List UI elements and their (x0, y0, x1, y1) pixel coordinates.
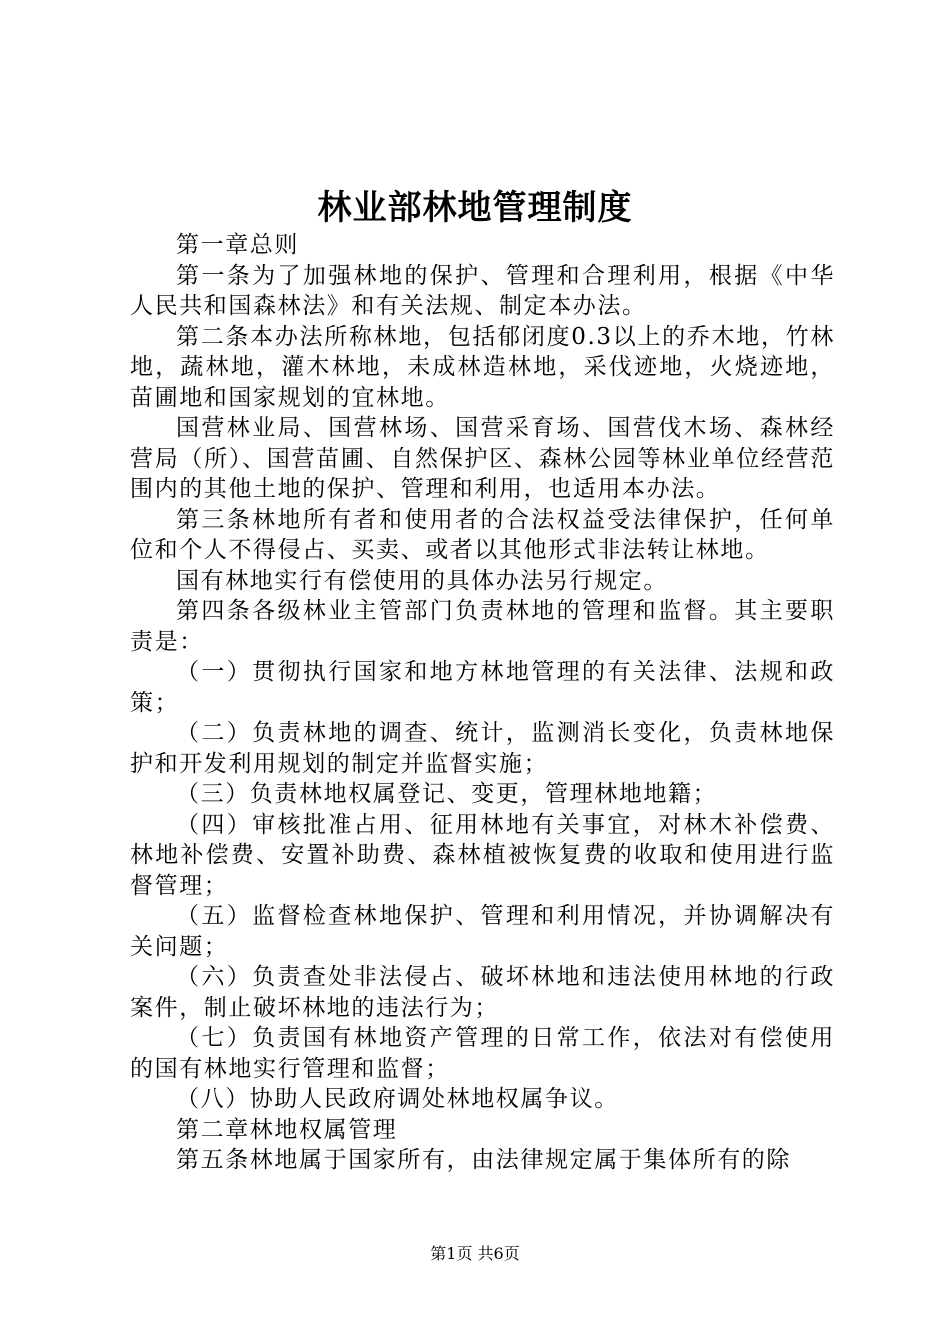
paragraph: 第三条林地所有者和使用者的合法权益受法律保护，任何单位和个人不得侵占、买卖、或者以其他形式非法转让林地。 (130, 506, 835, 563)
page-footer: 第1页 共6页 (430, 1244, 520, 1263)
document-body (130, 230, 835, 1176)
paragraph: 国有林地实行有偿使用的具体办法另行规定。 (176, 567, 668, 594)
chapter-heading: 第二章林地权属管理 (176, 1116, 398, 1143)
paragraph: 国营林业局、国营林场、国营采育场、国营伐木场、森林经营局（所）、国营苗圃、自然保护区、森林公园等林业单位经营范围内的其他土地的保护、管理和利用，也适用本办法。 (130, 415, 835, 502)
list-item: （七）负责国有林地资产管理的日常工作，依法对有偿使用的国有林地实行管理和监督； (130, 1025, 835, 1082)
document-title: 林业部林地管理制度 (317, 188, 633, 228)
list-item: （六）负责查处非法侵占、破坏林地和违法使用林地的行政案件，制止破坏林地的违法行为； (130, 964, 835, 1021)
list-item: （八）协助人民政府调处林地权属争议。 (176, 1086, 619, 1112)
chapter-heading: 第一章总则 (176, 232, 299, 258)
paragraph: 第四条各级林业主管部门负责林地的管理和监督。其主要职责是： (130, 598, 835, 655)
paragraph: 第二条本办法所称林地，包括郁闭度0.3以上的乔木地，竹林地，蔬林地，灌木林地，未成林造林地，采伐迹地，火烧迹地，苗圃地和国家规划的宜林地。 (130, 323, 835, 411)
list-item: （三）负责林地权属登记、变更，管理林地地籍； (176, 781, 718, 807)
paragraph: 第一条为了加强林地的保护、管理和合理利用，根据《中华人民共和国森林法》和有关法规、制定本办法。 (130, 262, 835, 319)
list-item: （二）负责林地的调查、统计，监测消长变化，负责林地保护和开发利用规划的制定并监督实施； (130, 720, 835, 777)
list-item: （五）监督检查林地保护、管理和利用情况，并协调解决有关问题； (130, 903, 835, 960)
list-item: （一）贯彻执行国家和地方林地管理的有关法律、法规和政策； (130, 659, 835, 716)
list-item: （四）审核批准占用、征用林地有关事宜，对林木补偿费、林地补偿费、安置补助费、森林植被恢复费的收取和使用进行监督管理； (130, 811, 835, 899)
paragraph: 第五条林地属于国家所有，由法律规定属于集体所有的除 (176, 1147, 791, 1173)
